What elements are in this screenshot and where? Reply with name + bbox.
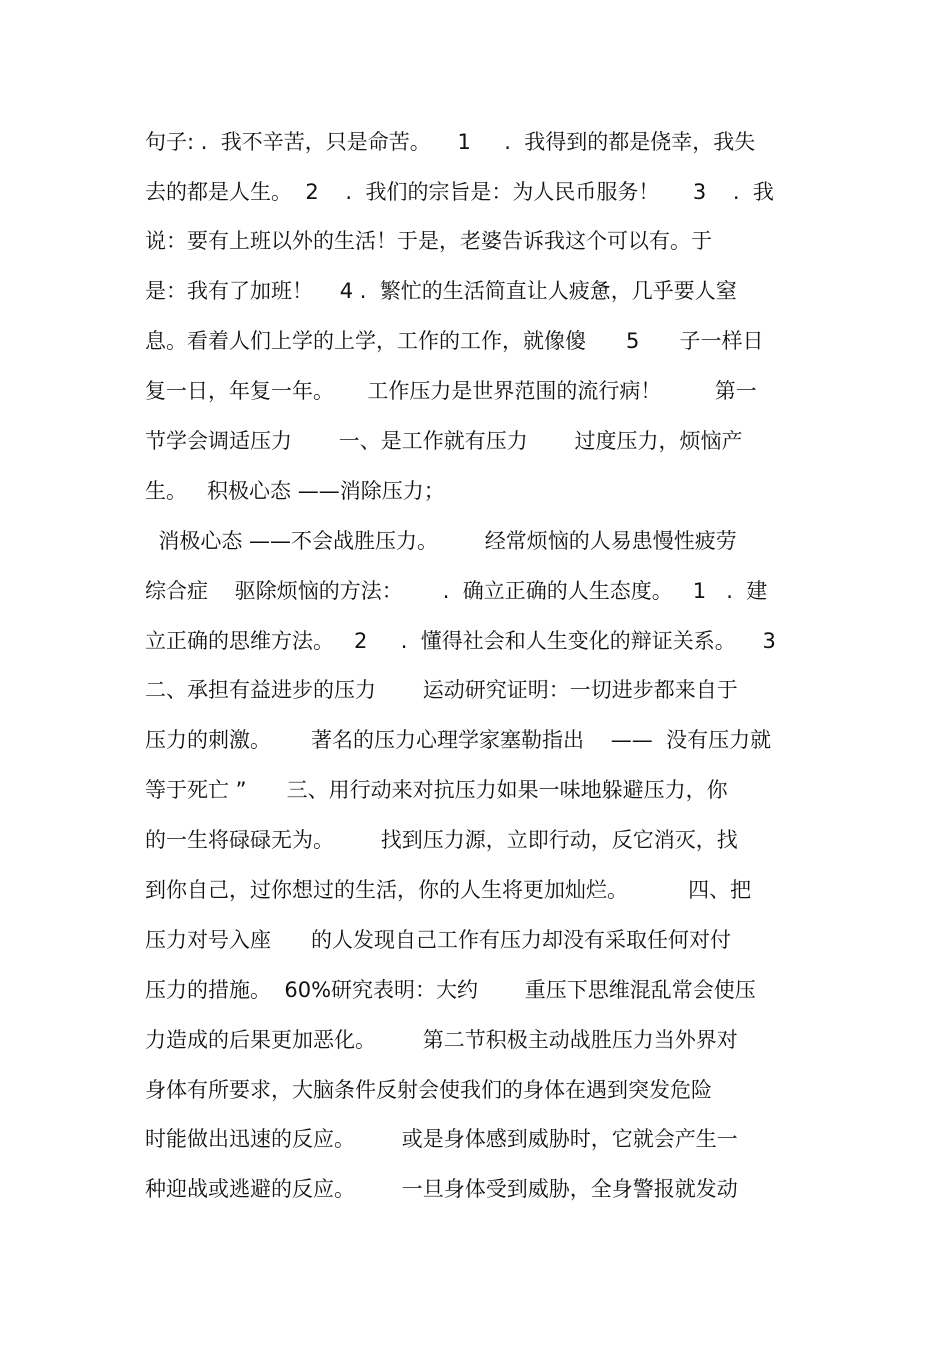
text-line: 力造成的后果更加恶化。 第二节积极主动战胜压力当外界对 [145, 1028, 738, 1052]
text-line: 句子: . 我不辛苦，只是命苦。 1 . 我得到的都是侥幸，我失 [145, 130, 756, 154]
text-line: 种迎战或逃避的反应。 一旦身体受到威胁，全身警报就发动 [145, 1177, 738, 1201]
text-line: 到你自己，过你想过的生活，你的人生将更加灿烂。 四、把 [145, 878, 752, 902]
text-line: 二、承担有益进步的压力 运动研究证明：一切进步都来自于 [145, 678, 738, 702]
text-line: 节学会调适压力 一、是工作就有压力 过度压力，烦恼产 [145, 429, 743, 453]
text-line: 息。看着人们上学的上学，工作的工作，就像傻 5 子一样日 [145, 329, 764, 353]
text-line: 消极心态 ——不会战胜压力。 经常烦恼的人易患慢性疲劳 [145, 529, 737, 553]
text-line: 等于死亡 ” 三、用行动来对抗压力如果一味地躲避压力，你 [145, 778, 728, 802]
text-line: 压力对号入座 的人发现自己工作有压力却没有采取任何对付 [145, 928, 732, 952]
text-line: 去的都是人生。 2 . 我们的宗旨是：为人民币服务！ 3 . 我 [145, 180, 774, 204]
text-line: 立正确的思维方法。 2 . 懂得社会和人生变化的辩证关系。 3 [145, 629, 776, 653]
text-line: 的一生将碌碌无为。 找到压力源，立即行动，反它消灭，找 [145, 828, 738, 852]
text-line: 身体有所要求，大脑条件反射会使我们的身体在遇到突发危险 [145, 1078, 712, 1102]
text-line: 压力的措施。 60%研究表明：大约 重压下思维混乱常会使压 [145, 978, 756, 1002]
text-line: 说：要有上班以外的生活！于是，老婆告诉我这个可以有。于 [145, 229, 712, 253]
text-line: 是：我有了加班！ 4 . 繁忙的生活简直让人疲惫，几乎要人窒 [145, 279, 737, 303]
text-line: 生。 积极心态 ——消除压力； [145, 479, 445, 503]
text-line: 综合症 驱除烦恼的方法： . 确立正确的人生态度。 1 . 建 [145, 579, 768, 603]
text-line: 时能做出迅速的反应。 或是身体感到威胁时，它就会产生一 [145, 1127, 738, 1151]
text-line: 压力的刺激。 著名的压力心理学家塞勒指出 —— 没有压力就 [145, 728, 772, 752]
text-line: 复一日，年复一年。 工作压力是世界范围的流行病！ 第一 [145, 379, 757, 403]
